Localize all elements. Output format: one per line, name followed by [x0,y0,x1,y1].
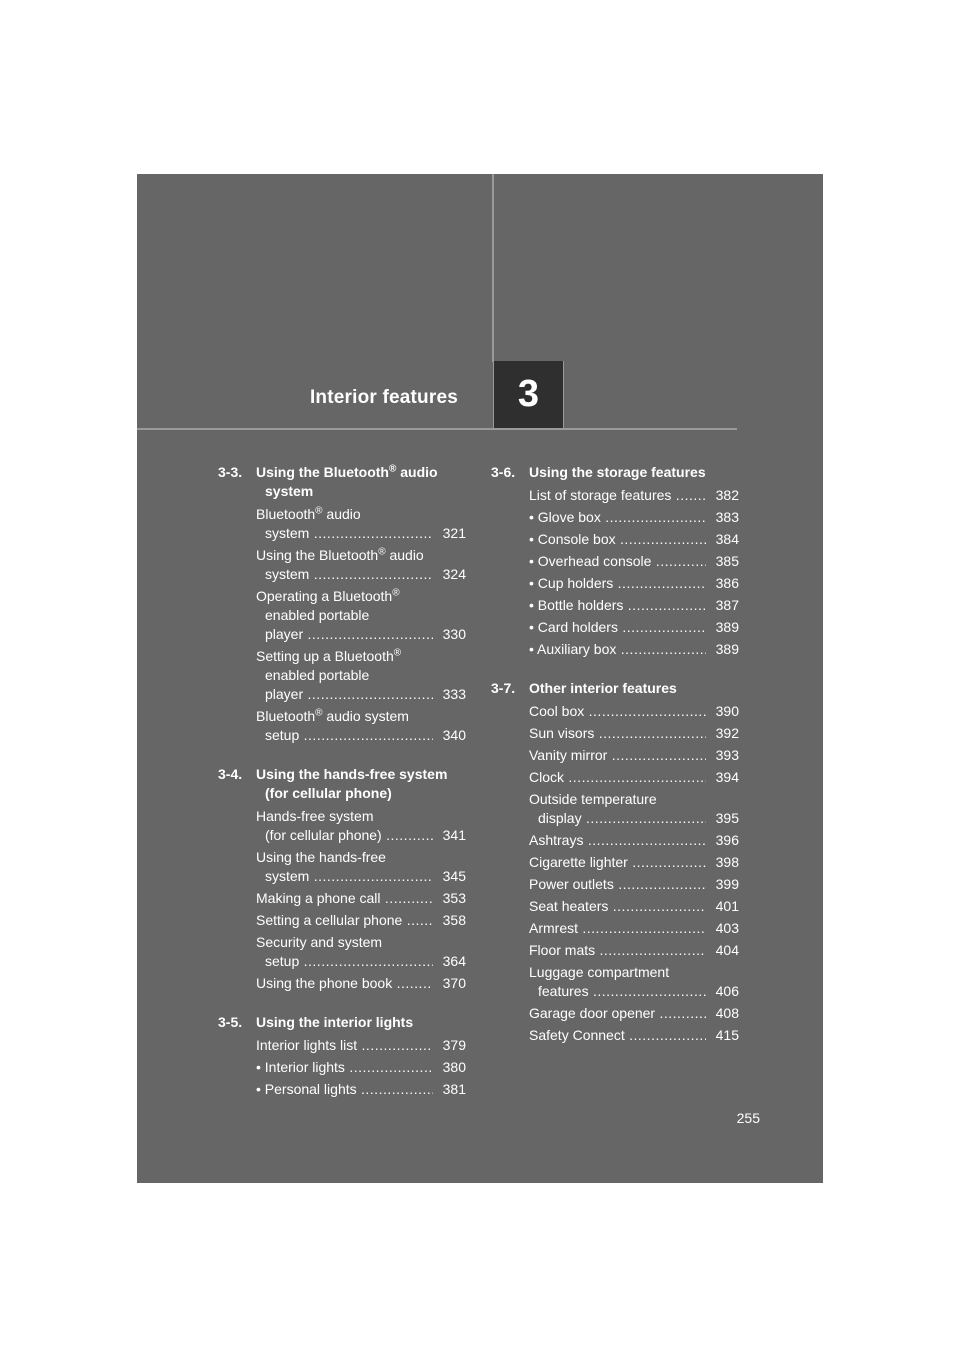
section-title: Other interior features [529,680,677,696]
entry-title: Interior lights list ..... [256,1036,433,1055]
entry-title: Seat heaters ..... [529,897,706,916]
entry-title: Ashtrays ..... [529,831,706,850]
entry-page-number: 345 [442,868,466,884]
toc-entry[interactable] [529,640,739,659]
entry-title: Hands-free system (for cellular phone) ..... [256,807,433,845]
toc-entry[interactable] [529,919,739,938]
toc-entry[interactable] [529,853,739,872]
entry-page-number: 379 [442,1037,466,1053]
toc-entry[interactable] [256,707,466,745]
entry-title: Vanity mirror ..... [529,746,706,765]
entry-page-number: 392 [715,725,739,741]
toc-section [218,765,466,993]
entry-page-number: 385 [715,553,739,569]
entry-page-number: 333 [442,686,466,702]
toc-entry[interactable] [529,724,739,743]
toc-entry[interactable] [256,1080,466,1099]
entry-title: Cigarette lighter ..... [529,853,706,872]
entry-page-number: 340 [442,727,466,743]
toc-section [218,1013,466,1099]
entry-page-number: 404 [715,942,739,958]
entry-title: Setting up a Bluetooth® enabled portable player ..... [256,647,433,704]
toc-entry[interactable] [256,546,466,584]
entry-title: • Interior lights ..... [256,1058,433,1077]
toc-entry[interactable] [529,486,739,505]
entry-page-number: 321 [442,525,466,541]
entry-page-number: 395 [715,810,739,826]
toc-entry[interactable] [256,505,466,543]
entry-page-number: 364 [442,953,466,969]
toc-entry[interactable] [256,1058,466,1077]
entry-title: Floor mats ..... [529,941,706,960]
entry-page-number: 399 [715,876,739,892]
toc-entry[interactable] [529,790,739,828]
entry-page-number: 390 [715,703,739,719]
toc-entry[interactable] [529,618,739,637]
entry-page-number: 393 [715,747,739,763]
entry-title: Using the hands-free system ..... [256,848,433,886]
entry-title: • Console box ..... [529,530,706,549]
entry-title: List of storage features ..... [529,486,706,505]
chapter-title: Interior features [309,387,458,408]
toc-entry[interactable] [529,941,739,960]
entry-title: Power outlets ..... [529,875,706,894]
entry-page-number: 386 [715,575,739,591]
toc-left-column [218,463,466,1119]
entry-title: Sun visors ..... [529,724,706,743]
toc-entry[interactable] [529,702,739,721]
toc-entry[interactable] [529,596,739,615]
entry-page-number: 341 [442,827,466,843]
toc-entry[interactable] [529,746,739,765]
toc-entry[interactable] [256,587,466,644]
entry-page-number: 408 [715,1005,739,1021]
entry-page-number: 330 [442,626,466,642]
toc-entry[interactable] [256,889,466,908]
section-heading[interactable] [218,765,466,803]
section-heading[interactable] [218,463,466,501]
entry-page-number: 389 [715,619,739,635]
section-title: Using the storage features [529,464,706,480]
section-heading[interactable] [491,463,739,482]
toc-entry[interactable] [529,768,739,787]
section-title: Using the Bluetooth® audio system [256,463,438,499]
entry-page-number: 394 [715,769,739,785]
toc-entry[interactable] [256,647,466,704]
section-title: Using the hands-free system (for cellular phone) [256,766,448,801]
vertical-divider [492,174,494,362]
entry-title: • Card holders ..... [529,618,706,637]
toc-entry[interactable] [256,933,466,971]
entry-page-number: 380 [442,1059,466,1075]
entry-title: Security and system setup ..... [256,933,433,971]
entry-title: Cool box ..... [529,702,706,721]
entry-title: Luggage compartment features ..... [529,963,706,1001]
section-heading[interactable] [218,1013,466,1032]
entry-page-number: 389 [715,641,739,657]
entry-page-number: 387 [715,597,739,613]
entry-title: • Auxiliary box ..... [529,640,706,659]
toc-entry[interactable] [529,530,739,549]
entry-title: Setting a cellular phone ..... [256,911,433,930]
entry-title: Clock ..... [529,768,706,787]
entry-title: • Glove box ..... [529,508,706,527]
toc-entry[interactable] [529,1004,739,1023]
entry-page-number: 396 [715,832,739,848]
toc-right-column [491,463,739,1065]
toc-entry[interactable] [529,831,739,850]
toc-entry[interactable] [529,897,739,916]
entry-title: Bluetooth® audio system setup ..... [256,707,433,745]
entry-title: • Personal lights ..... [256,1080,433,1099]
chapter-number-tab: 3 [493,361,564,428]
horizontal-rule [137,428,737,430]
toc-entry[interactable] [256,1036,466,1055]
entry-page-number: 382 [715,487,739,503]
toc-section [218,463,466,745]
toc-entry[interactable] [529,963,739,1001]
entry-title: • Bottle holders ..... [529,596,706,615]
toc-entry[interactable] [529,508,739,527]
section-number: 3-7. [491,680,516,696]
entry-page-number: 398 [715,854,739,870]
entry-page-number: 406 [715,983,739,999]
toc-entry[interactable] [529,1026,739,1045]
entry-title: Safety Connect ..... [529,1026,706,1045]
section-number: 3-4. [218,766,243,782]
entry-title: • Cup holders ..... [529,574,706,593]
entry-title: Using the phone book ..... [256,974,433,993]
toc-section [491,463,739,659]
toc-entry[interactable] [256,911,466,930]
entry-page-number: 401 [715,898,739,914]
entry-title: • Overhead console ..... [529,552,706,571]
toc-entry[interactable] [529,574,739,593]
toc-entry[interactable] [529,552,739,571]
entry-page-number: 358 [442,912,466,928]
section-number: 3-6. [491,464,516,480]
entry-page-number: 403 [715,920,739,936]
toc-entry[interactable] [529,875,739,894]
section-title: Using the interior lights [256,1014,414,1030]
entry-page-number: 415 [715,1027,739,1043]
entry-title: Making a phone call ..... [256,889,433,908]
entry-page-number: 383 [715,509,739,525]
page-number: 255 [736,1110,760,1126]
toc-entry[interactable] [256,974,466,993]
entry-title: Garage door opener ..... [529,1004,706,1023]
section-number: 3-3. [218,464,243,480]
toc-entry[interactable] [256,807,466,845]
entry-page-number: 370 [442,975,466,991]
entry-page-number: 381 [442,1081,466,1097]
entry-title: Outside temperature display ..... [529,790,706,828]
entry-title: Using the Bluetooth® audio system ..... [256,546,433,584]
entry-page-number: 324 [442,566,466,582]
entry-title: Armrest ..... [529,919,706,938]
entry-page-number: 353 [442,890,466,906]
toc-section [491,679,739,1045]
section-number: 3-5. [218,1014,243,1030]
entry-title: Operating a Bluetooth® enabled portable player ..... [256,587,433,644]
toc-entry[interactable] [256,848,466,886]
entry-page-number: 384 [715,531,739,547]
entry-title: Bluetooth® audio system ..... [256,505,433,543]
section-heading[interactable] [491,679,739,698]
